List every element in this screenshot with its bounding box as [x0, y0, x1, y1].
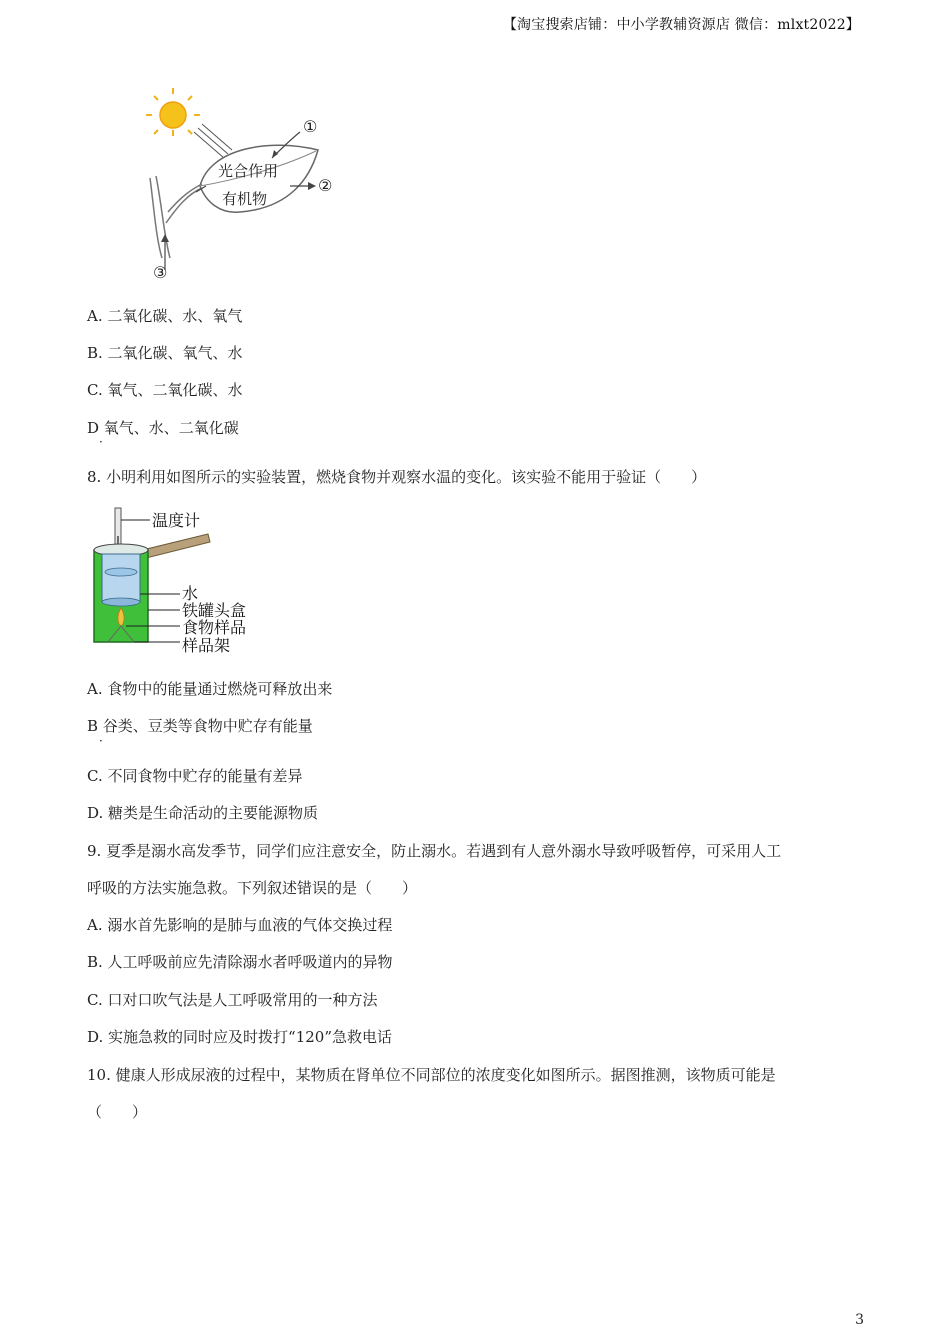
sun-icon — [146, 88, 200, 136]
light-rays — [194, 124, 232, 158]
q8-option-c: C. 不同食物中贮存的能量有差异 — [87, 767, 303, 785]
leaf-label-organic-matter: 有机物 — [222, 190, 268, 208]
plant-stem — [150, 178, 162, 258]
label-water: 水 — [182, 584, 199, 603]
q9-option-a: A. 溺水首先影响的是肺与血液的气体交换过程 — [87, 916, 393, 934]
label-iron-can: 铁罐头盒 — [182, 601, 247, 620]
q8-stem: 8. 小明利用如图所示的实验装置，燃烧食物并观察水温的变化。该实验不能用于验证（ ） — [87, 468, 707, 486]
label-sample-holder: 样品架 — [182, 636, 231, 655]
leaf-label-photosynthesis: 光合作用 — [218, 162, 279, 180]
q10-stem-line2: （ ） — [87, 1103, 148, 1121]
photosynthesis-figure — [140, 88, 350, 288]
calorimeter-figure — [88, 506, 268, 658]
page-number: 3 — [855, 1312, 864, 1328]
figure-label-2: ② — [318, 176, 333, 195]
q9-option-d: D. 实施急救的同时应及时拨打“120”急救电话 — [87, 1028, 392, 1046]
q9-stem-line2: 呼吸的方法实施急救。下列叙述错误的是（ ） — [87, 879, 418, 897]
q7-option-a: A. 二氧化碳、水、氧气 — [87, 307, 243, 325]
page-header: 【淘宝搜索店铺：中小学教辅资源店 微信：mlxt2022】 — [502, 17, 860, 33]
q7-option-c: C. 氧气、二氧化碳、水 — [87, 381, 243, 399]
q7-option-d: D 氧气、水、二氧化碳 — [87, 419, 239, 437]
label-food-sample: 食物样品 — [182, 618, 247, 637]
option-dot-mark: · — [99, 734, 103, 748]
option-dot-mark: · — [99, 435, 103, 449]
q8-option-b: B 谷类、豆类等食物中贮存有能量 — [87, 717, 313, 735]
label-thermometer: 温度计 — [152, 511, 201, 530]
q10-stem-line1: 10. 健康人形成尿液的过程中，某物质在肾单位不同部位的浓度变化如图所示。据图推测，该物质可能是 — [87, 1066, 776, 1084]
q8-option-d: D. 糖类是生命活动的主要能源物质 — [87, 804, 319, 822]
q7-option-b: B. 二氧化碳、氧气、水 — [87, 344, 243, 362]
figure-label-3: ③ — [153, 263, 168, 282]
q9-option-c: C. 口对口吹气法是人工呼吸常用的一种方法 — [87, 991, 378, 1009]
q9-stem-line1: 9. 夏季是溺水高发季节，同学们应注意安全，防止溺水。若遇到有人意外溺水导致呼吸暂停，可采用人工 — [87, 842, 782, 860]
q9-option-b: B. 人工呼吸前应先清除溺水者呼吸道内的异物 — [87, 953, 393, 971]
figure-label-1: ① — [303, 117, 318, 136]
q8-option-a: A. 食物中的能量通过燃烧可释放出来 — [87, 680, 333, 698]
